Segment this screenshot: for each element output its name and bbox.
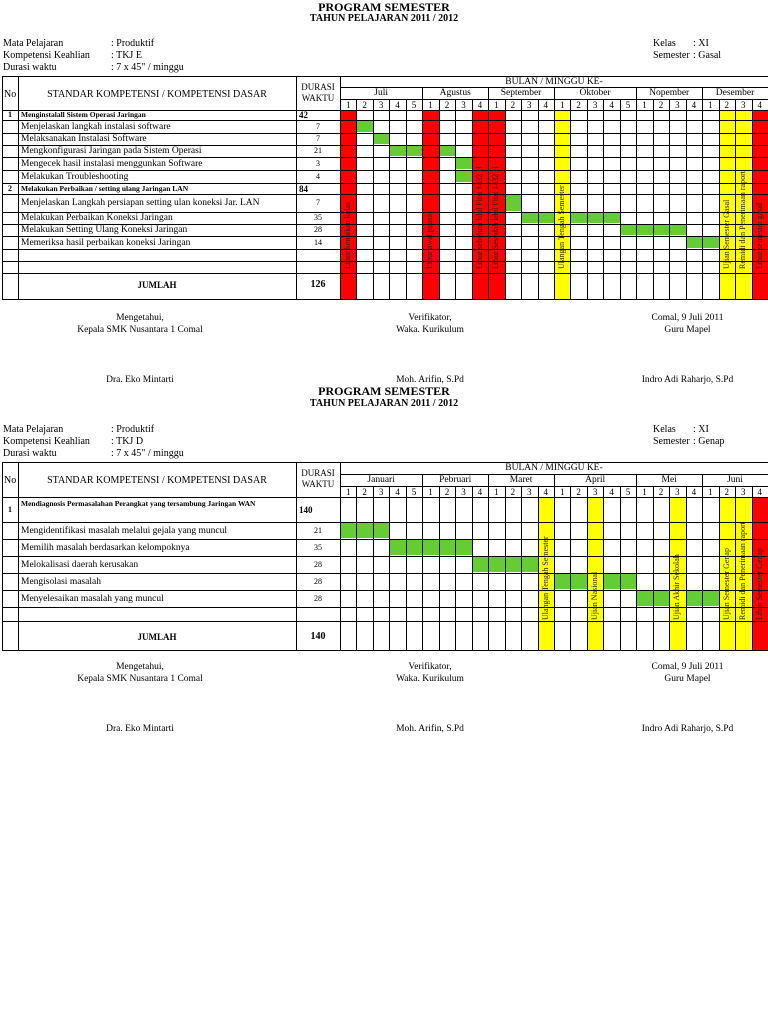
week-number: 1 (428, 100, 433, 110)
grid-line (669, 486, 670, 650)
grid-line (356, 486, 357, 650)
week-number: 4 (477, 100, 483, 110)
week-number: 1 (708, 487, 713, 497)
schedule-bar (505, 557, 521, 572)
grid-line (472, 99, 473, 299)
kompetensi-dasar: Menjelaskan Langkah persiapan setting ulan koneksi Jar. LAN (21, 198, 260, 208)
week-number: 3 (378, 100, 384, 110)
schedule-bar (373, 134, 389, 144)
durasi-value: 7 (316, 198, 320, 207)
schedule-bar (406, 146, 422, 156)
info-row (653, 424, 709, 436)
week-number: 3 (527, 487, 532, 497)
grid-line (735, 486, 736, 650)
kompetensi-dasar: Mengisolasi masalah (21, 576, 101, 587)
week-number: 2 (510, 487, 516, 497)
grid-line (296, 462, 297, 651)
week-number: 2 (362, 100, 367, 110)
month-label: Nopember (649, 88, 690, 98)
kompetensi-dasar: Mengkonfigurasi Jaringan pada Sistem Operasi (21, 146, 202, 156)
signature-right-line1: Comal, 9 Juli 2011 (651, 662, 724, 672)
header-no: No (4, 475, 17, 486)
grid-line (587, 486, 588, 650)
week-number: 3 (378, 487, 384, 497)
month-label: Desember (715, 88, 755, 98)
document-subtitle: TAHUN PELAJARAN 2011 / 2012 (309, 398, 459, 409)
kompetensi-dasar: Melakukan Perbaikan Koneksi Jaringan (21, 213, 173, 223)
week-number: 3 (461, 100, 466, 110)
month-label: Maret (509, 475, 533, 485)
signature-right-line2: Guru Mapel (664, 674, 711, 684)
grid-line (620, 486, 621, 650)
week-number: 1 (494, 487, 499, 497)
week-number: 3 (675, 487, 680, 497)
schedule-bar (356, 121, 372, 132)
event-label: Libur Sesudah Idul Fitri 1432 H (491, 166, 501, 269)
durasi-value: 84 (299, 183, 308, 194)
grid-line (472, 486, 473, 650)
header-durasi: DURASI (301, 468, 335, 478)
kompetensi-dasar: Melakukan Setting Ulang Koneksi Jaringan (21, 225, 188, 235)
durasi-value: 14 (314, 237, 322, 247)
durasi-value: 28 (314, 576, 322, 586)
info-label: Kelas (653, 424, 676, 435)
week-number: 1 (559, 100, 565, 110)
grid-line (505, 486, 506, 650)
signature-right-name: Indro Adi Raharjo, S.Pd (641, 724, 734, 734)
grid-line (455, 486, 456, 650)
grid-line (636, 99, 637, 299)
week-number: 5 (625, 487, 631, 497)
standar-kompetensi: Mendiagnosis Permasalahan Perangkat yang tersambung Jaringan WAN (21, 499, 256, 508)
info-value: : Produktif (111, 424, 155, 435)
info-value: : TKJ D (111, 436, 144, 447)
grid-line (669, 99, 670, 299)
schedule-bar (653, 225, 669, 235)
schedule-bar (538, 213, 554, 223)
schedule-bar (686, 237, 702, 248)
info-value: : XI (693, 424, 709, 435)
signature-mid-name: Moh. Arifin, S.Pd (396, 375, 464, 385)
schedule-bar (603, 213, 619, 223)
schedule-bar (686, 591, 702, 606)
total-value: 140 (310, 631, 326, 642)
signature-right-line2: Guru Mapel (664, 325, 711, 335)
info-row (3, 50, 142, 62)
kompetensi-dasar: Melaksanakan Instalasi Software (21, 134, 147, 144)
grid-line (538, 486, 539, 650)
durasi-value: 35 (314, 542, 322, 552)
info-value: : TKJ E (111, 50, 142, 61)
info-row (653, 436, 724, 448)
grid-line (686, 99, 687, 299)
header-waktu: WAKTU (301, 93, 335, 103)
week-number: 4 (477, 487, 483, 497)
grid-line (406, 486, 407, 650)
header-bulan-minggu: BULAN / MINGGU KE- (505, 463, 603, 473)
header-standar-kompetensi: STANDAR KOMPETENSI / KOMPETENSI DASAR (47, 89, 267, 100)
week-number: 2 (444, 100, 450, 110)
schedule-bar (340, 523, 356, 538)
week-number: 2 (724, 100, 730, 110)
signature-left-line2: Kepala SMK Nusantara 1 Comal (77, 325, 203, 335)
grid-line (2, 650, 768, 651)
month-label: Januari (367, 475, 395, 485)
week-number: 5 (411, 487, 417, 497)
grid-line (18, 76, 19, 300)
event-label: Ulangan Tengah Semester (556, 185, 566, 269)
info-label: Durasi waktu (3, 448, 57, 459)
week-number: 4 (691, 487, 697, 497)
schedule-bar (472, 557, 488, 572)
schedule-bar (636, 225, 652, 235)
info-row (3, 424, 154, 436)
header-no: No (4, 89, 17, 100)
grid-line (439, 486, 440, 650)
week-number: 4 (757, 100, 762, 110)
grid-line (2, 462, 3, 651)
grid-line (603, 486, 604, 650)
schedule-bar (620, 574, 636, 589)
grid-line (554, 99, 555, 299)
month-label: Juli (374, 88, 389, 98)
week-number: 5 (411, 100, 417, 110)
grid-line (752, 486, 753, 650)
total-label: JUMLAH (137, 279, 177, 290)
event-label: Ujian Semester Gasal (721, 199, 731, 269)
week-number: 4 (757, 487, 762, 497)
kompetensi-dasar: Melokalisasi daerah kerusakan (21, 559, 139, 570)
month-label: Mei (661, 475, 677, 485)
durasi-value: 28 (314, 559, 322, 569)
kompetensi-dasar: Memilih masalah berdasarkan kelompoknya (21, 542, 190, 553)
signature-right-name: Indro Adi Raharjo, S.Pd (641, 375, 734, 385)
week-number: 1 (345, 487, 351, 497)
grid-line (356, 99, 357, 299)
schedule-bar (702, 237, 718, 248)
grid-line (620, 99, 621, 299)
week-number: 1 (708, 100, 713, 110)
signature-right-line1: Comal, 9 Juli 2011 (651, 313, 724, 323)
month-label: Juni (727, 475, 743, 485)
schedule-bar (389, 146, 405, 156)
info-value: : Genap (693, 436, 725, 447)
grid-line (389, 486, 390, 650)
schedule-bar (373, 523, 389, 538)
week-number: 4 (543, 100, 548, 110)
durasi-value: 21 (314, 525, 322, 535)
durasi-value: 42 (299, 110, 308, 120)
week-number: 2 (658, 487, 664, 497)
signature-left-name: Dra. Eko Mintarti (106, 375, 174, 385)
schedule-bar (406, 540, 422, 555)
week-number: 2 (576, 100, 581, 110)
grid-line (406, 99, 407, 299)
week-number: 3 (461, 487, 466, 497)
info-label: Mata Pelajaran (3, 38, 64, 49)
event-label: Remidi dan Penerimaan raport (738, 171, 748, 269)
schedule-bar (455, 158, 471, 169)
info-row (3, 436, 143, 448)
schedule-bar (389, 540, 405, 555)
week-number: 2 (362, 487, 367, 497)
grid-line (702, 99, 703, 299)
info-value: : 7 x 45" / minggu (111, 448, 184, 459)
week-number: 3 (527, 100, 532, 110)
info-value: : Gasal (693, 50, 722, 61)
event-column (422, 110, 438, 299)
schedule-bar (570, 213, 586, 223)
grid-line (719, 99, 720, 299)
week-number: 2 (576, 487, 581, 497)
grid-line (603, 99, 604, 299)
week-number: 2 (658, 100, 664, 110)
week-number: 1 (642, 487, 647, 497)
schedule-bar (603, 574, 619, 589)
grid-line (488, 99, 489, 299)
week-number: 4 (609, 100, 614, 110)
info-label: Kompetensi Keahlian (3, 436, 90, 447)
schedule-bar (439, 146, 455, 156)
grid-line (2, 76, 3, 300)
week-number: 3 (592, 100, 598, 110)
durasi-value: 28 (314, 225, 322, 234)
month-label: Oktober (579, 88, 611, 98)
schedule-bar (653, 591, 669, 606)
signature-mid-line1: Verifikator, (408, 313, 452, 323)
grid-line (538, 99, 539, 299)
info-value: : 7 x 45" / minggu (111, 62, 184, 73)
week-number: 1 (494, 100, 499, 110)
week-number: 4 (395, 100, 400, 110)
schedule-bar (587, 213, 603, 223)
grid-line (455, 99, 456, 299)
schedule-bar (521, 557, 537, 572)
week-number: 3 (592, 487, 598, 497)
grid-line (296, 76, 297, 300)
schedule-bar (636, 591, 652, 606)
kompetensi-dasar: Mengecek hasil instalasi menggunkan Software (21, 158, 203, 169)
grid-line (422, 99, 423, 299)
kompetensi-dasar: Memeriksa hasil perbaikan koneksi Jaringan (21, 237, 191, 248)
info-label: Kelas (653, 38, 676, 49)
week-number: 2 (510, 100, 516, 110)
header-bulan-minggu: BULAN / MINGGU KE- (505, 77, 603, 87)
grid-line (389, 99, 390, 299)
total-value: 126 (310, 278, 326, 290)
signature-mid-line1: Verifikator, (408, 662, 452, 672)
info-label: Semester (653, 50, 690, 61)
event-label: Remidi dan Penerimaan raport (738, 522, 748, 620)
grid-line (653, 486, 654, 650)
grid-line (2, 299, 768, 300)
week-number: 5 (625, 100, 631, 110)
grid-line (18, 462, 19, 651)
grid-line (587, 99, 588, 299)
schedule-bar (554, 574, 570, 589)
week-number: 4 (543, 487, 548, 497)
info-label: Durasi waktu (3, 62, 57, 73)
week-number: 1 (428, 487, 433, 497)
schedule-bar (620, 225, 636, 235)
event-label: Libur awal puasa (425, 213, 435, 269)
schedule-bar (439, 540, 455, 555)
durasi-value: 7 (316, 121, 320, 131)
schedule-bar (570, 574, 586, 589)
row-number: 1 (8, 504, 12, 514)
event-label: Libur kenaikan kelas (343, 201, 352, 269)
schedule-bar (702, 591, 718, 606)
document-subtitle: TAHUN PELAJARAN 2011 / 2012 (309, 13, 459, 24)
durasi-value: 140 (299, 504, 313, 515)
kompetensi-dasar: Menyelesaikan masalah yang muncul (21, 593, 164, 604)
durasi-value: 4 (316, 171, 320, 181)
grid-line (439, 99, 440, 299)
grid-line (373, 99, 374, 299)
month-label: Pebruari (439, 475, 472, 485)
week-number: 4 (609, 487, 614, 497)
info-row (653, 38, 709, 50)
standar-kompetensi: Menginstalall Sistem Operasi Jaringan (21, 110, 146, 119)
info-value: : XI (693, 38, 709, 49)
week-number: 2 (444, 487, 450, 497)
event-label: Libur Semester Genap (754, 548, 764, 620)
event-label: Ulangan Tengah Semester (540, 536, 550, 620)
info-row (653, 50, 721, 62)
grid-line (505, 99, 506, 299)
info-row (3, 38, 154, 50)
schedule-bar (669, 225, 685, 235)
signature-left-line1: Mengetahui, (116, 662, 164, 672)
signature-left-line2: Kepala SMK Nusantara 1 Comal (77, 674, 203, 684)
month-label: April (585, 475, 606, 485)
event-label: Libur semester gasal (754, 202, 764, 269)
grid-line (686, 486, 687, 650)
schedule-bar (356, 523, 372, 538)
grid-line (702, 486, 703, 650)
schedule-bar (455, 540, 471, 555)
event-label: Ujian Nasional (589, 571, 599, 620)
grid-line (570, 486, 571, 650)
week-number: 2 (724, 487, 730, 497)
week-number: 3 (741, 487, 746, 497)
durasi-value: 28 (314, 593, 322, 603)
info-value: : Produktif (111, 38, 155, 49)
event-label: Ujian Akhir Sekolah (672, 554, 682, 620)
durasi-value: 7 (316, 134, 320, 143)
signature-mid-line2: Waka. Kurikulum (396, 325, 464, 335)
grid-line (735, 99, 736, 299)
info-label: Kompetensi Keahlian (3, 50, 90, 61)
grid-line (373, 486, 374, 650)
grid-line (554, 486, 555, 650)
grid-line (653, 99, 654, 299)
event-label: Libur sebelum Idul Fitri 1432 H (474, 166, 484, 269)
schedule-bar (455, 171, 471, 182)
week-number: 4 (691, 100, 697, 110)
info-label: Semester (653, 436, 690, 447)
signature-mid-line2: Waka. Kurikulum (396, 674, 464, 684)
document-title: PROGRAM SEMESTER (318, 384, 450, 398)
info-label: Mata Pelajaran (3, 424, 64, 435)
info-row (3, 448, 184, 460)
signature-left-name: Dra. Eko Mintarti (106, 724, 174, 734)
row-number: 1 (8, 110, 12, 119)
schedule-bar (505, 195, 521, 211)
week-number: 1 (559, 487, 565, 497)
header-durasi: DURASI (301, 82, 335, 92)
grid-line (521, 99, 522, 299)
grid-line (422, 486, 423, 650)
schedule-bar (488, 557, 504, 572)
durasi-value: 21 (314, 146, 322, 155)
event-label: Ujian Semester Genap (721, 548, 731, 620)
schedule-bar (521, 213, 537, 223)
week-number: 1 (345, 100, 351, 110)
durasi-value: 35 (314, 213, 322, 222)
month-label: September (500, 88, 542, 98)
month-label: Agustus (439, 88, 471, 98)
week-number: 3 (741, 100, 746, 110)
info-row (3, 62, 184, 74)
document-title: PROGRAM SEMESTER (318, 0, 450, 14)
grid-line (719, 486, 720, 650)
durasi-value: 3 (316, 158, 320, 168)
header-standar-kompetensi: STANDAR KOMPETENSI / KOMPETENSI DASAR (47, 475, 267, 486)
grid-line (488, 486, 489, 650)
signature-left-line1: Mengetahui, (116, 313, 164, 323)
kompetensi-dasar: Mengidentifikasi masalah melalui gejala yang muncul (21, 525, 228, 536)
standar-kompetensi: Melakukan Perbaikan / setting ulang Jaringan LAN (21, 183, 189, 193)
grid-line (636, 486, 637, 650)
total-label: JUMLAH (137, 632, 177, 642)
grid-line (521, 486, 522, 650)
header-waktu: WAKTU (301, 479, 335, 489)
schedule-bar (422, 540, 438, 555)
kompetensi-dasar: Menjelaskan langkah instalasi software (21, 121, 171, 132)
row-number: 2 (8, 183, 12, 193)
week-number: 1 (642, 100, 647, 110)
signature-mid-name: Moh. Arifin, S.Pd (396, 724, 464, 734)
week-number: 3 (675, 100, 680, 110)
grid-line (570, 99, 571, 299)
grid-line (752, 99, 753, 299)
week-number: 4 (395, 487, 400, 497)
kompetensi-dasar: Melakukan Troubleshooting (21, 171, 129, 182)
